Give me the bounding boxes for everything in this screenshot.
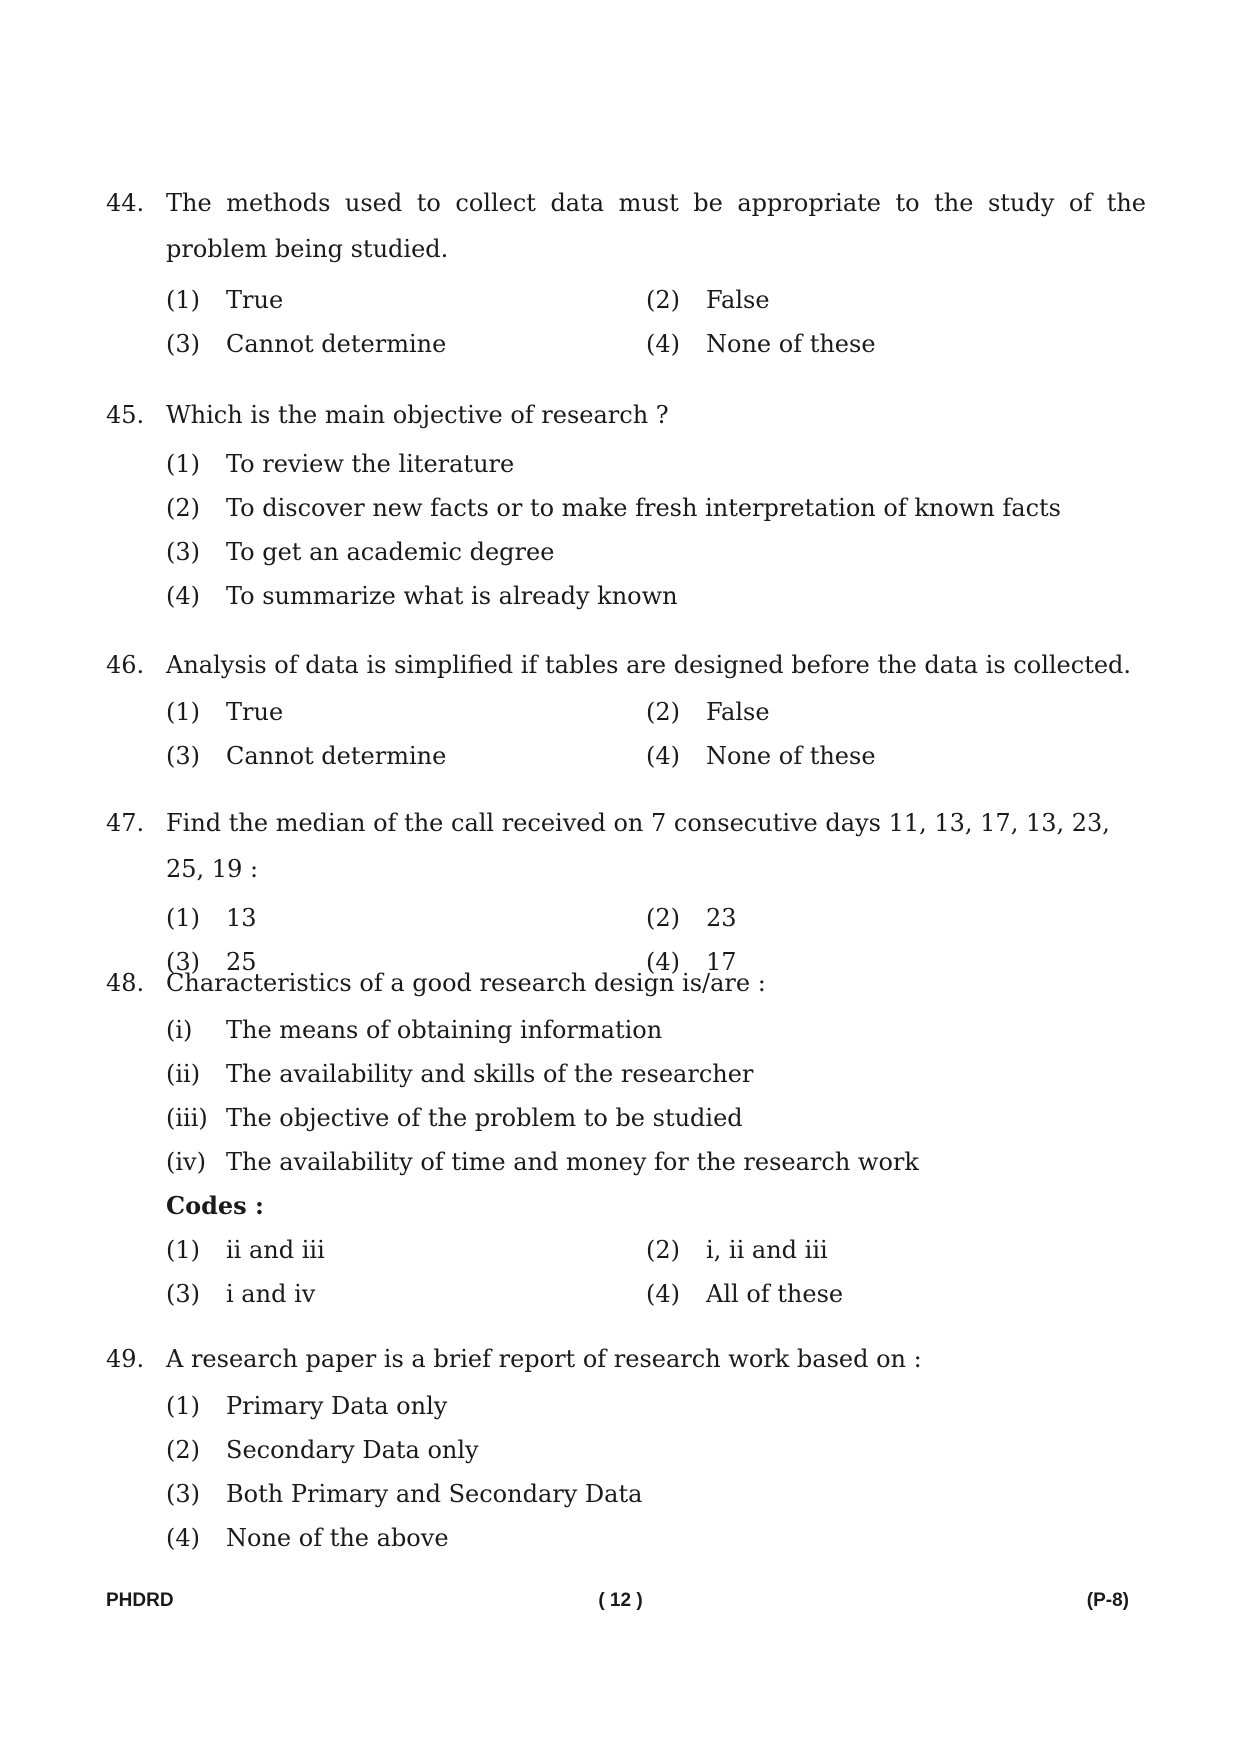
question-number: 45. xyxy=(106,401,145,429)
statement-i: (i) The means of obtaining information xyxy=(166,1016,663,1044)
option-2: (2) False xyxy=(646,286,770,314)
option-1: (1) ii and iii xyxy=(166,1236,325,1264)
option-3: (3) Both Primary and Secondary Data xyxy=(166,1480,643,1508)
footer-page-number: ( 12 ) xyxy=(598,1590,643,1611)
question-text: A research paper is a brief report of research work based on : xyxy=(166,1345,922,1373)
footer-exam-code: PHDRD xyxy=(106,1590,174,1611)
option-2: (2) i, ii and iii xyxy=(646,1236,828,1264)
question-48 xyxy=(106,960,1146,1316)
option-1: (1) 13 xyxy=(166,904,257,932)
question-47 xyxy=(106,800,1146,984)
option-3: (3) i and iv xyxy=(166,1280,316,1308)
question-text: Find the median of the call received on 7 consecutive days 11, 13, 17, 13, 23, 25, 19 : xyxy=(166,809,1110,883)
option-4: (4) None of the above xyxy=(166,1524,449,1552)
statement-iii: (iii) The objective of the problem to be studied xyxy=(166,1104,743,1132)
option-1: (1) Primary Data only xyxy=(166,1392,448,1420)
question-45 xyxy=(106,392,1146,618)
question-text: The methods used to collect data must be appropriate to the study of the problem being studied. xyxy=(166,189,1146,263)
question-number: 48. xyxy=(106,969,145,997)
question-number: 44. xyxy=(106,189,145,217)
statement-ii: (ii) The availability and skills of the researcher xyxy=(166,1060,754,1088)
question-number: 47. xyxy=(106,809,145,837)
option-1: (1) True xyxy=(166,286,284,314)
option-3: (3) 25 xyxy=(166,948,257,976)
option-2: (2) To discover new facts or to make fresh interpretation of known facts xyxy=(166,494,1061,522)
option-4: (4) All of these xyxy=(646,1280,844,1308)
option-3: (3) Cannot determine xyxy=(166,330,447,358)
question-number: 49. xyxy=(106,1345,145,1373)
footer-set-code: (P-8) xyxy=(1086,1590,1129,1611)
option-3: (3) Cannot determine xyxy=(166,742,447,770)
option-4: (4) None of these xyxy=(646,330,876,358)
option-3: (3) To get an academic degree xyxy=(166,538,555,566)
option-2: (2) Secondary Data only xyxy=(166,1436,479,1464)
option-4: (4) None of these xyxy=(646,742,876,770)
option-1: (1) True xyxy=(166,698,284,726)
question-text: Analysis of data is simplified if tables are designed before the data is collected. xyxy=(166,651,1132,679)
question-text: Which is the main objective of research ? xyxy=(166,401,669,429)
question-49 xyxy=(106,1336,1146,1560)
option-1: (1) To review the literature xyxy=(166,450,515,478)
option-2: (2) False xyxy=(646,698,770,726)
question-46 xyxy=(106,642,1146,778)
option-4: (4) To summarize what is already known xyxy=(166,582,678,610)
question-number: 46. xyxy=(106,651,145,679)
question-text: Characteristics of a good research design is/are : xyxy=(166,969,766,997)
codes-label: Codes : xyxy=(166,1191,264,1220)
option-2: (2) 23 xyxy=(646,904,737,932)
question-44 xyxy=(106,180,1146,366)
option-4: (4) 17 xyxy=(646,948,737,976)
statement-iv: (iv) The availability of time and money for the research work xyxy=(166,1148,919,1176)
